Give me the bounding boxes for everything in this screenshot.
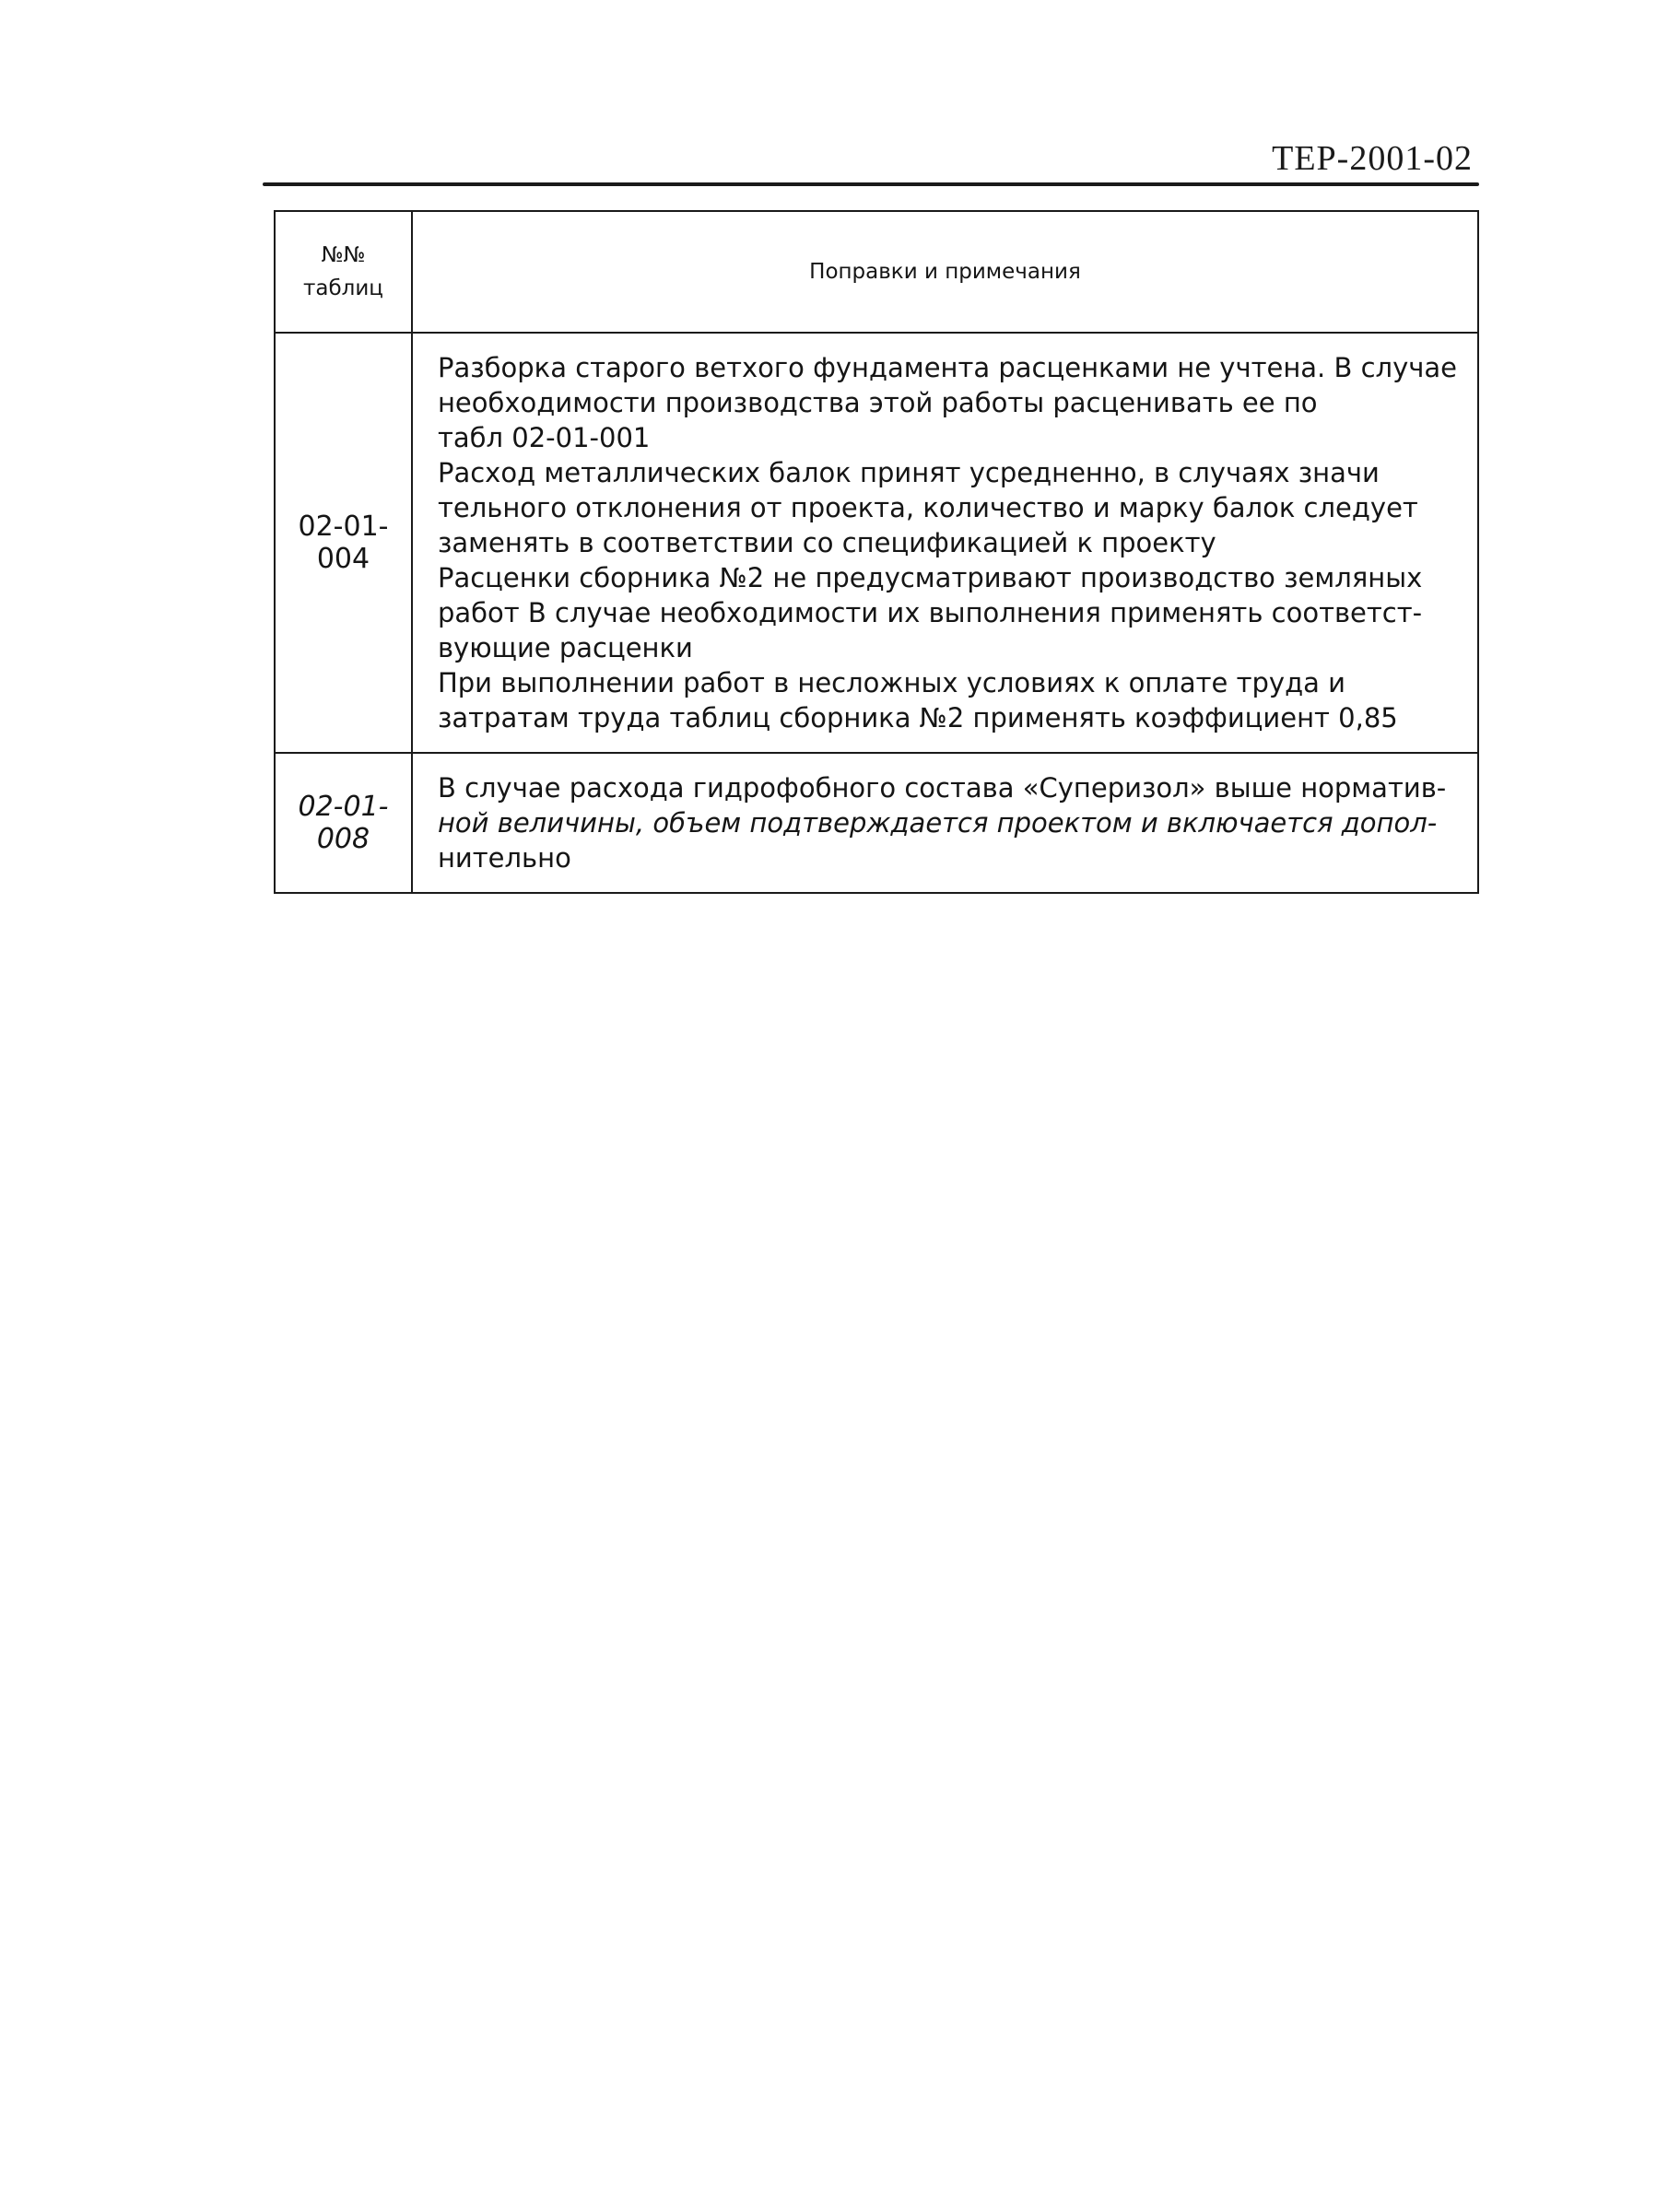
note-line: необходимости производства этой работы расценивать ее по (437, 387, 1318, 418)
document-code: ТЕР-2001-02 (1272, 139, 1473, 178)
row-table-number: 02-01-004 (275, 333, 412, 753)
note-line: Расценки сборника №2 не предусматривают производство земляных (437, 562, 1423, 593)
row-notes (412, 753, 1478, 893)
notes-table (274, 210, 1479, 894)
header-num-line2: таблиц (302, 276, 383, 300)
note-line: затратам труда таблиц сборника №2 применять коэффициент 0,85 (437, 702, 1398, 733)
note-line: В случае расхода гидрофобного состава «Суперизол» выше норматив- (437, 772, 1447, 804)
header-num-line1: №№ (321, 243, 366, 267)
table-row (275, 753, 1478, 893)
note-line: нительно (437, 842, 571, 874)
row-table-number: 02-01-008 (275, 753, 412, 893)
note-line: заменять в соответствии со спецификацией к проекту (437, 527, 1216, 558)
table-header-row (275, 211, 1478, 333)
note-line: Расход металлических балок принят усредненно, в случаях значи (437, 457, 1380, 488)
note-line: ной величины, объем подтверждается проектом и включается допол- (437, 807, 1438, 839)
header-rule (263, 182, 1479, 186)
header-table-number (275, 211, 412, 333)
row-notes (412, 333, 1478, 753)
table-row (275, 333, 1478, 753)
note-line: табл 02-01-001 (437, 422, 651, 453)
note-line: При выполнении работ в несложных условиях к оплате труда и (437, 667, 1345, 698)
note-line: Разборка старого ветхого фундамента расценками не учтена. В случае (437, 352, 1457, 383)
note-line: работ В случае необходимости их выполнения применять соответст- (437, 597, 1423, 628)
header-notes: Поправки и примечания (412, 211, 1478, 333)
note-line: тельного отклонения от проекта, количество и марку балок следует (437, 492, 1418, 523)
note-line: вующие расценки (437, 632, 693, 663)
